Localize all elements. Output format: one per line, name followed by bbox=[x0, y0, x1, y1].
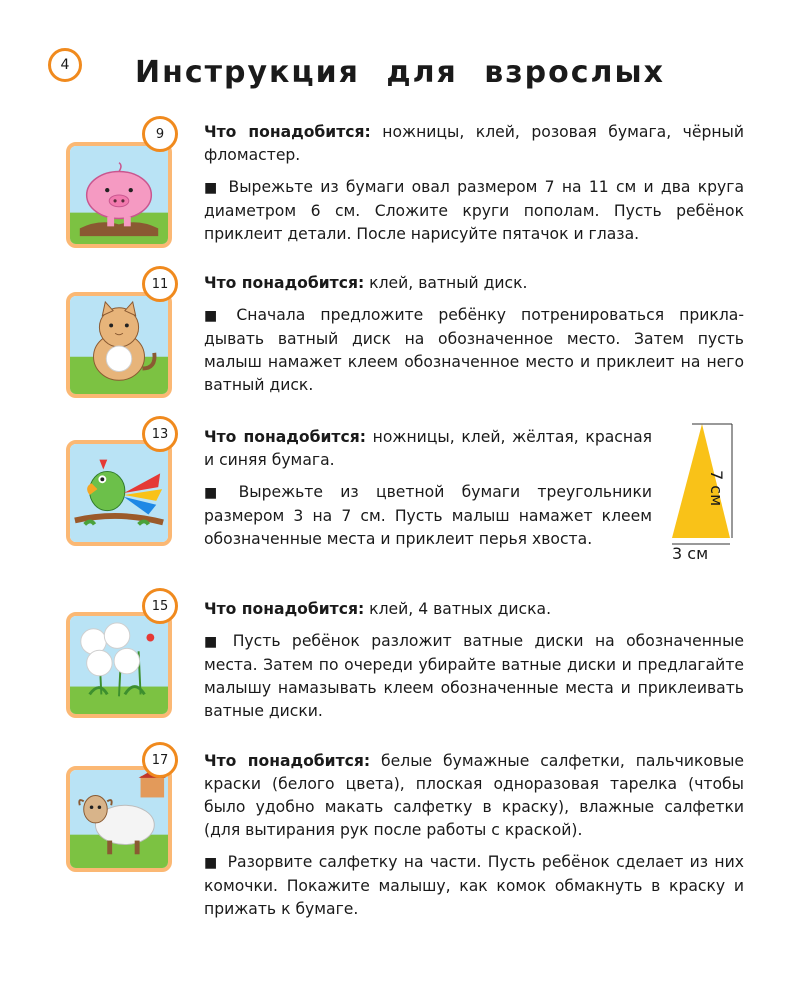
section-parrot bbox=[204, 426, 652, 560]
bullet-square: ■ bbox=[204, 485, 230, 501]
instruction-text: Вырежьте из цветной бумаги треугольники размером 3 на 7 см. Пусть малыш намажет клеем обозначенные места и приклеит перья хвоста. bbox=[204, 483, 652, 548]
materials-label: Что понадобится: bbox=[204, 752, 371, 770]
instruction-line bbox=[204, 851, 744, 921]
materials-line bbox=[204, 121, 744, 167]
section-dandelions bbox=[204, 598, 744, 732]
sheep-illustration bbox=[70, 770, 168, 868]
instruction-line bbox=[204, 630, 744, 723]
materials-text: клей, 4 ватных диска. bbox=[364, 600, 552, 618]
materials-text: белые бумажные салфетки, пальчиковые краски (белого цвета), плоская одноразовая тарелка (чтобы было удобно макать салфетку в краску), влажные салфетки (для вытирания рук после работы с краской). bbox=[204, 752, 745, 839]
instruction-line bbox=[204, 176, 744, 246]
parrot-illustration bbox=[70, 444, 168, 542]
page-ref-badge: 15 bbox=[142, 588, 178, 624]
page-ref-badge: 11 bbox=[142, 266, 178, 302]
page-ref-badge: 13 bbox=[142, 416, 178, 452]
materials-text: ножницы, клей, розовая бумага, чёрный фломастер. bbox=[204, 123, 745, 164]
thumbnail-dandelions bbox=[66, 612, 172, 718]
instruction-text: Вырежьте из бумаги овал размером 7 на 11 см и два круга диаметром 6 см. Сложите круги пополам. Пусть ребёнок приклеит детали. После нарисуйте пятачок и глаза. bbox=[204, 178, 744, 243]
materials-label: Что понадобится: bbox=[204, 274, 365, 292]
thumbnail-parrot bbox=[66, 440, 172, 546]
materials-line bbox=[204, 598, 744, 621]
materials-line bbox=[204, 426, 652, 472]
instruction-line bbox=[204, 481, 652, 551]
section-sheep bbox=[204, 750, 744, 930]
section-cat bbox=[204, 272, 744, 406]
instruction-text: Пусть ребёнок разложит ватные диски на обозначенные места. Затем по очереди убирайте ватные диски и предлагайте малышу намазывать клеем обозначенные места и приклеивать ватные диски. bbox=[204, 632, 744, 720]
dandelion-illustration bbox=[70, 616, 168, 714]
bullet-square: ■ bbox=[204, 855, 219, 871]
thumbnail-cat bbox=[66, 292, 172, 398]
cat-illustration bbox=[70, 296, 168, 394]
instruction-line bbox=[204, 304, 744, 397]
materials-label: Что понадобится: bbox=[204, 123, 371, 141]
bullet-square: ■ bbox=[204, 180, 220, 196]
materials-label: Что понадобится: bbox=[204, 428, 366, 446]
page-number: 4 bbox=[48, 48, 82, 82]
instruction-text: Сначала предложите ребёнку потренироваться прикладывать ватный диск на обозначенное место. Затем пусть малыш намажет клеем обозначенное место и приклеит на него ватный диск. bbox=[204, 306, 744, 394]
materials-line bbox=[204, 750, 744, 842]
triangle-height-label: 7 см bbox=[707, 470, 726, 507]
bullet-square: ■ bbox=[204, 308, 228, 324]
section-pig bbox=[204, 121, 744, 255]
materials-line bbox=[204, 272, 744, 295]
bullet-square: ■ bbox=[204, 634, 224, 650]
materials-text: клей, ватный диск. bbox=[364, 274, 528, 292]
pig-illustration bbox=[70, 146, 168, 244]
page-ref-badge: 17 bbox=[142, 742, 178, 778]
thumbnail-sheep bbox=[66, 766, 172, 872]
instruction-text: Разорвите салфетку на части. Пусть ребёнок сделает из них комочки. Покажите малышу, как комок обмакнуть в краску и прижать к бумаге. bbox=[204, 853, 744, 918]
materials-text: ножницы, клей, жёлтая, красная и синяя бумага. bbox=[204, 428, 653, 469]
materials-label: Что понадобится: bbox=[204, 600, 365, 618]
page-title: Инструкция для взрослых bbox=[134, 55, 665, 90]
thumbnail-pig bbox=[66, 142, 172, 248]
triangle-base-label: 3 см bbox=[672, 544, 709, 563]
page-ref-badge: 9 bbox=[142, 116, 178, 152]
